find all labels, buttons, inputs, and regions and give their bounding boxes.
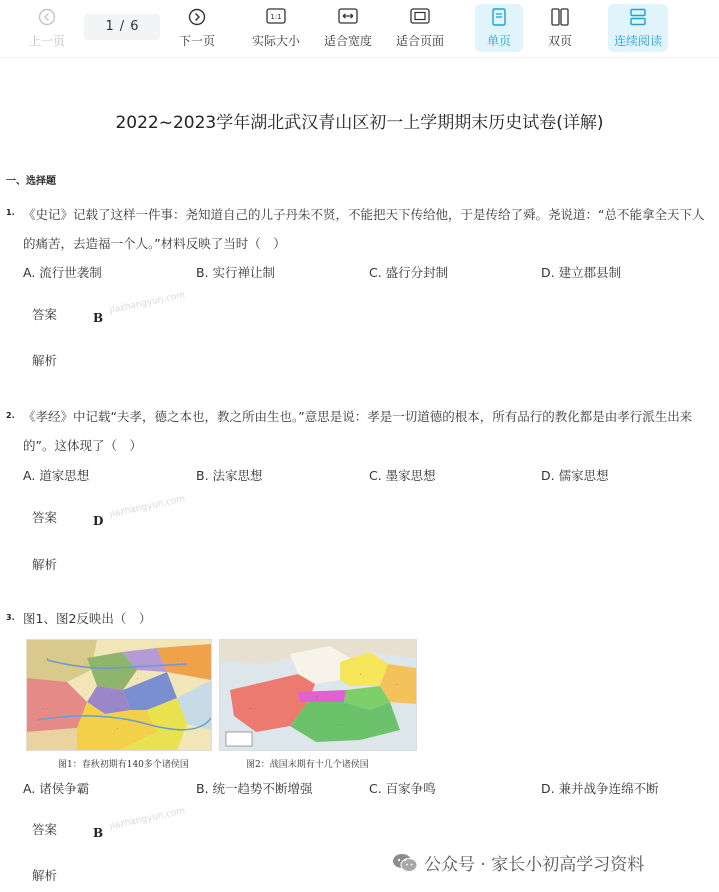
svg-text:·: · [47,656,49,662]
svg-text:1:1: 1:1 [270,13,282,21]
fit-width-icon [318,8,378,30]
question-3-answer-value: B [93,826,104,840]
continuous-reading-button[interactable]: 连续阅读 [608,4,668,52]
question-1-option-a: A. 流行世袭制 [23,265,102,280]
footer-watermark-text: 公众号 · 家长小初高学习资料 [424,855,645,875]
chevron-right-circle-icon [172,8,222,30]
fit-page-icon [390,8,450,30]
svg-text:·: · [137,676,139,682]
wechat-icon [392,853,418,878]
svg-text:·: · [250,706,252,712]
question-1-option-b: B. 实行禅让制 [196,265,276,280]
question-2-text-line1: 《孝经》中记载“夫孝，德之本也，教之所由生也。”意思是说：孝是一切道德的根本，所有品行的教化都是由孝行派生出来 [23,409,693,424]
page-current-input[interactable]: 1 [105,19,114,34]
question-2-option-b: B. 法家思想 [196,468,263,483]
actual-size-button[interactable]: 1:1 实际大小 [246,4,306,52]
question-3-answer-label: 答案 [32,822,58,837]
svg-text:·: · [47,706,49,712]
map-figure-2 [219,639,417,751]
next-page-button[interactable]: 下一页 [172,4,222,52]
svg-text:·: · [105,666,107,672]
question-3-analysis-label: 解析 [32,868,58,883]
svg-text:·: · [316,694,318,700]
question-1-option-d: D. 建立郡县制 [541,265,622,280]
question-3-text: 图1、图2反映出（ ） [23,611,152,626]
toolbar-divider [0,57,719,58]
page-indicator[interactable] [84,14,160,40]
question-2-option-c: C. 墨家思想 [369,468,436,483]
question-2-option-d: D. 儒家思想 [541,468,609,483]
question-2-answer-value: D [93,514,104,528]
actual-size-icon [246,8,306,30]
question-3-option-d: D. 兼并战争连绵不断 [541,781,659,796]
svg-text:·: · [360,672,362,678]
question-2-text-line2: 的”。这体现了（ ） [23,438,142,453]
question-2-answer-label: 答案 [32,510,58,525]
map-caption-2: 图2：战国末期有十几个诸侯国 [246,760,369,770]
svg-text:·: · [117,726,119,732]
question-1-analysis-label: 解析 [32,353,58,368]
watermark: jiazhangyun.com [108,806,187,832]
watermark: jiazhangyun.com [108,290,187,316]
single-page-icon [475,8,523,30]
question-2-option-a: A. 道家思想 [23,468,90,483]
question-3-option-b: B. 统一趋势不断增强 [196,781,313,796]
question-1-text-line2: 的痛苦，去造福一个人。”材料反映了当时（ ） [23,236,286,251]
svg-text:·: · [177,656,179,662]
question-1-text-line1: 《史记》记载了这样一件事：尧知道自己的儿子丹朱不贤，不能把天下传给他，于是传给了舜。尧说道：“总不能拿全天下人 [23,207,705,222]
map-caption-1: 图1：春秋初期有140多个诸侯国 [58,760,189,770]
document-title: 2022~2023学年湖北武汉青山区初一上学期期末历史试卷(详解) [115,113,604,133]
question-2-number: 2. [6,411,15,420]
page-total: 6 [130,19,139,34]
question-1-answer-value: B [93,311,104,325]
double-page-button[interactable]: 双页 [536,4,584,52]
single-page-button[interactable]: 单页 [475,4,523,52]
prev-page-button[interactable]: 上一页 [22,4,72,52]
question-1-answer-label: 答案 [32,307,58,322]
svg-text:·: · [340,722,342,728]
question-3-option-c: C. 百家争鸣 [369,781,436,796]
question-3-number: 3. [6,613,15,622]
question-1-number: 1. [6,208,15,217]
page-separator: / [119,19,125,34]
footer-watermark [392,850,644,878]
fit-width-button[interactable]: 适合宽度 [318,4,378,52]
question-3-option-a: A. 诸侯争霸 [23,781,90,796]
question-1-option-c: C. 盛行分封制 [369,265,449,280]
section-heading: 一、选择题 [6,176,56,187]
svg-text:·: · [396,682,398,688]
chevron-left-circle-icon [22,8,72,30]
reader-toolbar [0,0,719,58]
watermark: jiazhangyun.com [108,494,187,520]
map-figure-1 [26,639,212,751]
continuous-reading-icon [608,8,668,30]
question-2-analysis-label: 解析 [32,557,58,572]
fit-page-button[interactable]: 适合页面 [390,4,450,52]
double-page-icon [536,8,584,30]
